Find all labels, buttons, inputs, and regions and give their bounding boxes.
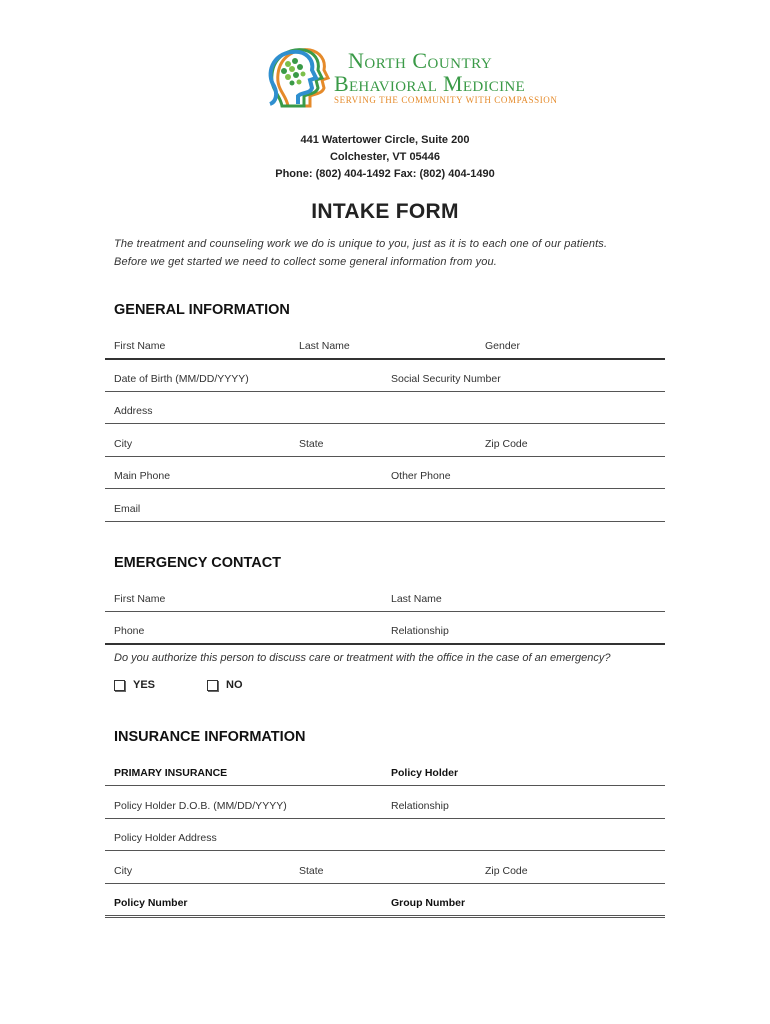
no-option[interactable] [207,679,243,691]
group-number-label: Group Number [391,897,466,909]
yes-checkbox[interactable] [114,680,125,691]
general-address-row[interactable] [105,403,665,424]
general-dob-row[interactable] [105,371,665,392]
state-label: State [299,438,324,450]
emergency-first-name-label: First Name [114,593,166,605]
emergency-last-name-label: Last Name [391,593,442,605]
no-checkbox[interactable] [207,680,218,691]
yes-option[interactable] [114,679,155,691]
logo [262,44,558,110]
first-name-label: First Name [114,340,166,352]
general-info-heading: GENERAL INFORMATION [114,302,290,318]
insurance-policy-row[interactable] [105,895,665,918]
other-phone-label: Other Phone [391,470,451,482]
intro-line2: Before we get started we need to collect some general information from you. [114,256,497,268]
insurance-dob-row[interactable] [105,798,665,819]
address-line2: Colchester, VT 05446 [329,151,441,163]
city-label: City [114,438,133,450]
insurance-relationship-label: Relationship [391,800,449,812]
emergency-phone-row[interactable] [105,623,665,645]
head-profile-logo-icon [262,44,332,110]
insurance-info-heading: INSURANCE INFORMATION [114,729,306,745]
emergency-contact-heading: EMERGENCY CONTACT [114,555,282,571]
general-phone-row[interactable] [105,468,665,489]
last-name-label: Last Name [299,340,350,352]
dob-label: Date of Birth (MM/DD/YYYY) [114,373,249,385]
no-label: NO [226,679,243,691]
general-email-row[interactable] [105,501,665,522]
ssn-label: Social Security Number [391,373,501,385]
logo-tagline: SERVING THE COMMUNITY WITH COMPASSION [334,95,558,105]
intro-line1: The treatment and counseling work we do is unique to you, just as it is to each one of our patients. [114,238,608,250]
general-city-row[interactable] [105,436,665,457]
insurance-zip-label: Zip Code [485,865,528,877]
insurance-state-label: State [299,865,324,877]
zip-label: Zip Code [485,438,528,450]
address-line1: 441 Watertower Circle, Suite 200 [300,134,470,146]
logo-name-line1: North Country [348,48,493,73]
policy-holder-dob-label: Policy Holder D.O.B. (MM/DD/YYYY) [114,800,287,812]
form-title: INTAKE FORM [311,200,459,223]
primary-insurance-label: PRIMARY INSURANCE [114,767,228,779]
gender-label: Gender [485,340,521,352]
policy-holder-label: Policy Holder [391,767,459,779]
main-phone-label: Main Phone [114,470,171,482]
logo-name-line2: Behavioral Medicine [334,71,525,96]
address-label: Address [114,405,153,417]
yes-label: YES [133,679,156,691]
insurance-city-row[interactable] [105,863,665,884]
emergency-phone-label: Phone [114,625,145,637]
insurance-address-row[interactable] [105,830,665,851]
email-label: Email [114,503,141,515]
emergency-name-row[interactable] [105,591,665,612]
emergency-relationship-label: Relationship [391,625,449,637]
policy-number-label: Policy Number [114,897,188,909]
contact-line: Phone: (802) 404-1492 Fax: (802) 404-1490 [275,168,495,180]
policy-holder-address-label: Policy Holder Address [114,832,217,844]
insurance-primary-row[interactable] [105,765,665,786]
general-name-row[interactable] [105,338,665,360]
authorize-question: Do you authorize this person to discuss care or treatment with the office in the case of an emergency? [114,652,611,664]
insurance-city-label: City [114,865,133,877]
